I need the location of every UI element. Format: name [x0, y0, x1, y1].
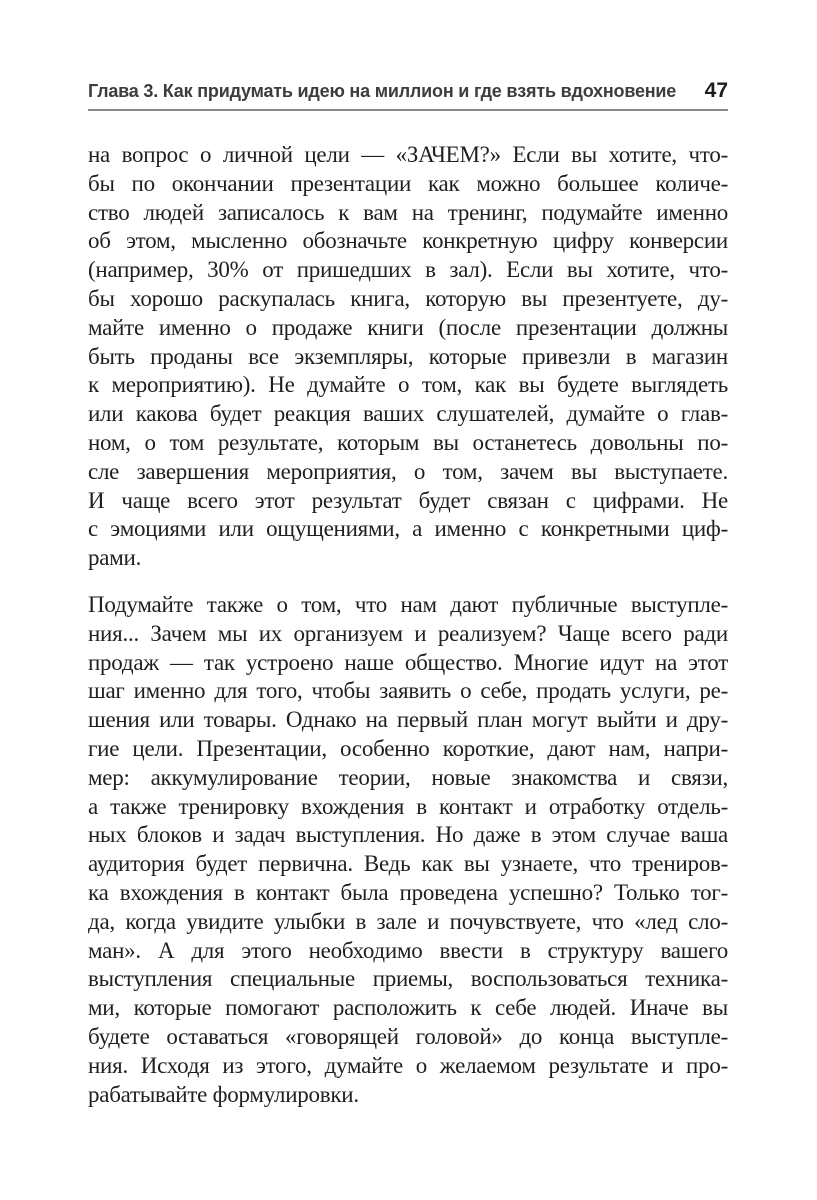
text-line: гие цели. Презентации, особенно короткие, дают нам, напри-: [88, 735, 728, 761]
paragraph: [88, 591, 728, 1109]
text-line: шения или товары. Однако на первый план могут выйти и дру-: [88, 707, 728, 733]
text-line: а также тренировку вхождения в контакт и отработку отдель-: [88, 793, 728, 819]
paragraph: [88, 141, 728, 573]
text-line: аудитория будет первична. Ведь как вы узнаете, что трениров-: [88, 851, 728, 877]
text-line: быть проданы все экземпляры, которые привезли в магазин: [88, 343, 728, 369]
text-line: бы по окончании презентации как можно большее количе-: [88, 170, 728, 196]
text-line: ство людей записалось к вам на тренинг, подумайте именно: [88, 199, 728, 225]
text-line: (например, 30% от пришедших в зал). Если вы хотите, что-: [88, 257, 728, 283]
text-line: майте именно о продаже книги (после презентации должны: [88, 314, 728, 340]
text-line: на вопрос о личной цели — «ЗАЧЕМ?» Если вы хотите, что-: [88, 142, 728, 167]
body-text: [88, 141, 728, 1109]
text-line: выступления специальные приемы, воспользоваться техника-: [88, 966, 728, 992]
text-line: будете оставаться «говорящей головой» до конца выступле-: [88, 1023, 728, 1049]
text-line: продаж — так устроено наше общество. Многие идут на этот: [88, 649, 728, 675]
text-line: об этом, мысленно обозначьте конкретную цифру конверсии: [88, 228, 728, 254]
text-line: бы хорошо раскупалась книга, которую вы презентуете, ду-: [88, 285, 728, 311]
text-line: с эмоциями или ощущениями, а именно с конкретными циф-: [88, 516, 728, 542]
text-line: ния. Исходя из этого, думайте о желаемом результате и про-: [88, 1052, 728, 1078]
text-line: ман». А для этого необходимо ввести в структуру вашего: [88, 937, 728, 963]
text-line: да, когда увидите улыбки в зале и почувствуете, что «лед сло-: [88, 908, 728, 934]
text-line: или какова будет реакция ваших слушателей, думайте о глав-: [88, 401, 728, 427]
text-line: мер: аккумулирование теории, новые знакомства и связи,: [88, 764, 728, 790]
text-line: ка вхождения в контакт была проведена успешно? Только тог-: [88, 879, 728, 905]
chapter-title: Глава 3. Как придумать идею на миллион и где взять вдохновение: [88, 81, 677, 101]
running-header: [88, 80, 728, 111]
text-line: ных блоков и задач выступления. Но даже в этом случае ваша: [88, 822, 728, 848]
text-line: Подумайте также о том, что нам дают публичные выступле-: [88, 591, 728, 617]
text-line: сле завершения мероприятия, о том, зачем вы выступаете.: [88, 458, 728, 484]
text-line: И чаще всего этот результат будет связан с цифрами. Не: [88, 487, 728, 513]
text-line: ном, о том результате, которым вы останетесь довольны по-: [88, 429, 728, 455]
page-number: 47: [704, 79, 728, 102]
text-line: шаг именно для того, чтобы заявить о себе, продать услуги, ре-: [88, 678, 728, 704]
text-line: рами.: [88, 545, 142, 571]
text-line: рабатывайте формулировки.: [88, 1081, 359, 1107]
text-line: ния... Зачем мы их организуем и реализуем? Чаще всего ради: [88, 620, 728, 646]
text-line: ми, которые помогают расположить к себе людей. Иначе вы: [88, 995, 728, 1021]
text-line: к мероприятию). Не думайте о том, как вы будете выглядеть: [88, 372, 728, 398]
